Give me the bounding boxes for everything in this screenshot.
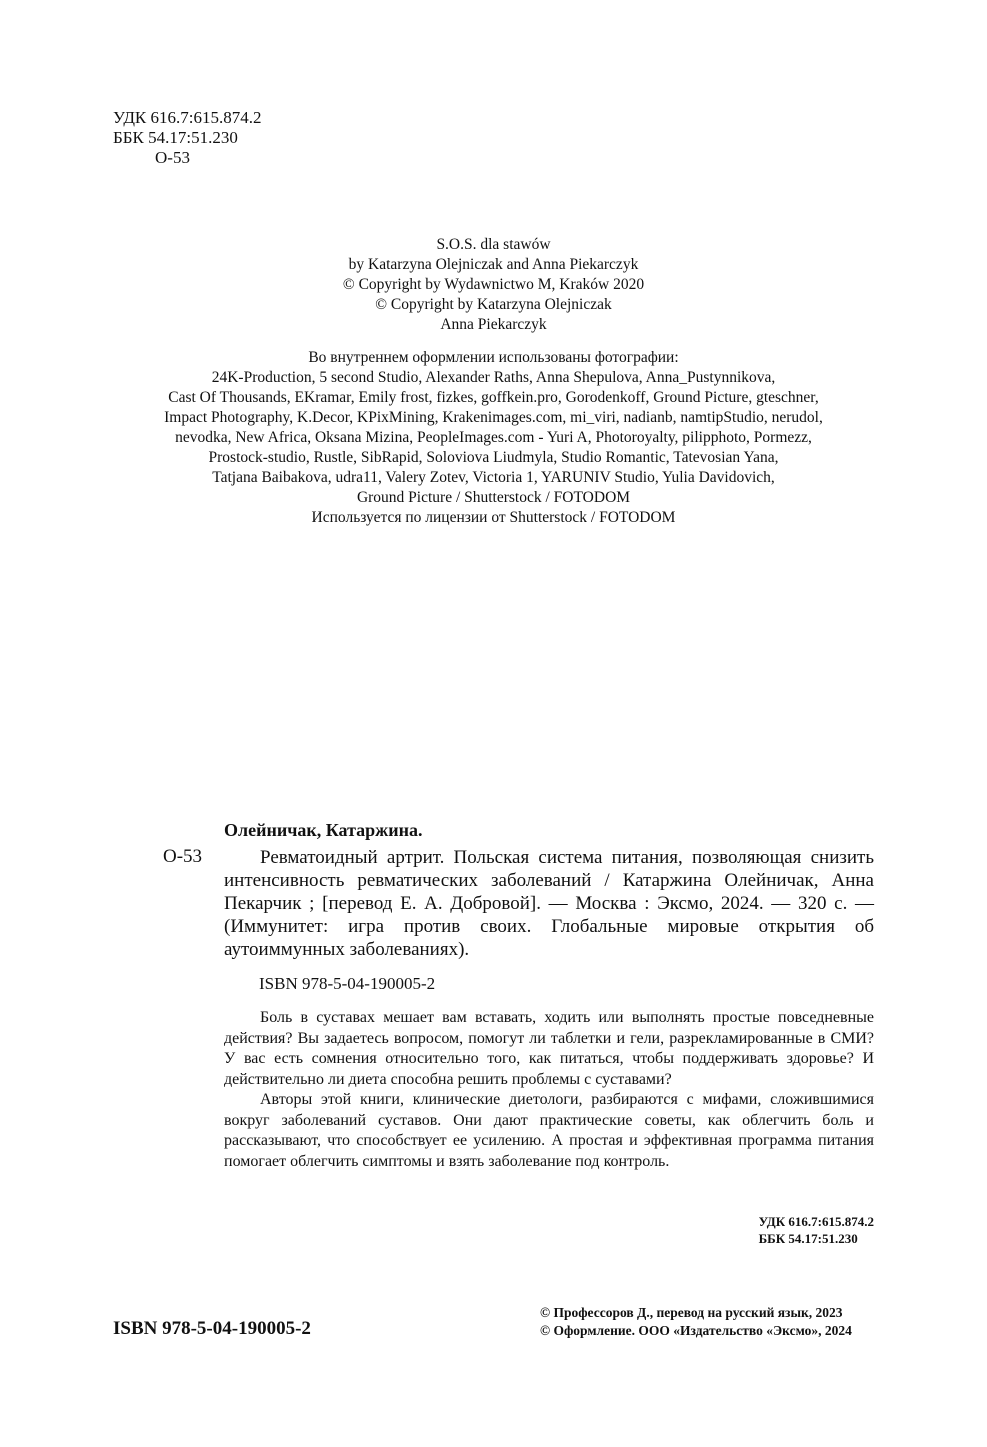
classification-codes bbox=[113, 108, 261, 168]
copyright-line: © Copyright by Katarzyna Olejniczak bbox=[375, 296, 612, 313]
russian-copyright bbox=[540, 1304, 852, 1340]
bibliographic-description: Ревматоидный артрит. Польская система питания, позволяющая снизить интенсивность ревматических заболеваний / Катаржина Олейничак, Анна Пекарчик ; [перевод Е. А. Добровой]. — Москва : Эксмо, 2024. — 320 с. — (Иммунитет: игра против своих. Глобальные мировые открытия об аутоиммунных заболеваниях). bbox=[224, 847, 874, 960]
footer-bbk: ББК 54.17:51.230 bbox=[758, 1231, 858, 1246]
copyright-translation: © Профессоров Д., перевод на русский язык, 2023 bbox=[540, 1305, 843, 1320]
footer-isbn: ISBN 978-5-04-190005-2 bbox=[113, 1318, 311, 1339]
annotation-paragraph: Авторы этой книги, клинические диетологи, разбираются с мифами, сложившимися вокруг заболеваний суставов. Они дают практические советы, как облегчить боль и рассказывают, что способствует ее усилению. А простая и эффективная программа питания помогает облегчить симптомы и взять заболевание под контроль. bbox=[224, 1091, 874, 1170]
footer-codes bbox=[759, 1213, 874, 1247]
annotation-paragraph: Боль в суставах мешает вам вставать, ходить или выполнять простые повседневные действия? Вы задаетесь вопросом, помогут ли таблетки и гели, разрекламированные в СМИ? У вас есть сомнения относительно того, как питаться, чтобы поддерживать здоровье? И действительно ли диета способна решить проблемы с суставами? bbox=[224, 1009, 874, 1088]
author-sign: О-53 bbox=[155, 148, 190, 167]
copyright-line: Anna Piekarczyk bbox=[440, 316, 547, 333]
record-author-sign: О-53 bbox=[163, 846, 203, 867]
udk-code: УДК 616.7:615.874.2 bbox=[113, 108, 262, 127]
photo-credits bbox=[0, 348, 987, 528]
credits-line: Cast Of Thousands, EKramar, Emily frost, fizkes, goffkein.pro, Gorodenkoff, Ground Picture, gteschner, bbox=[168, 389, 819, 406]
footer-udk: УДК 616.7:615.874.2 bbox=[758, 1214, 874, 1229]
credits-line: Impact Photography, K.Decor, KPixMining, Krakenimages.com, mi_viri, nadianb, namtipStudio, nerudol, bbox=[164, 409, 823, 426]
copyright-line: by Katarzyna Olejniczak and Anna Piekarczyk bbox=[348, 256, 639, 273]
credits-line: Prostock-studio, Rustle, SibRapid, Soloviova Liudmyla, Studio Romantic, Tatevosian Yana, bbox=[208, 449, 779, 466]
copyright-line: S.O.S. dla stawów bbox=[436, 236, 551, 253]
copyright-design: © Оформление. ООО «Издательство «Эксмо», 2024 bbox=[540, 1323, 852, 1338]
credits-line: Во внутреннем оформлении использованы фотографии: bbox=[308, 349, 679, 366]
record-isbn: ISBN 978-5-04-190005-2 bbox=[259, 974, 436, 993]
credits-line: Ground Picture / Shutterstock / FOTODOM bbox=[356, 489, 631, 506]
credits-line: 24K-Production, 5 second Studio, Alexander Raths, Anna Shepulova, Anna_Pustynnikova, bbox=[211, 369, 776, 386]
author-heading: Олейничак, Катаржина. bbox=[224, 820, 423, 840]
credits-line: nevodka, New Africa, Oksana Mizina, PeopleImages.com - Yuri A, Photoroyalty, pilipphoto, Pormezz, bbox=[175, 429, 812, 446]
original-copyright bbox=[0, 235, 987, 335]
annotation bbox=[224, 1008, 874, 1172]
credits-line: Tatjana Baibakova, udra11, Valery Zotev, Victoria 1, YARUNIV Studio, Yulia Davidovich, bbox=[212, 469, 775, 486]
copyright-line: © Copyright by Wydawnictwo M, Kraków 2020 bbox=[342, 276, 645, 293]
credits-line: Используется по лицензии от Shutterstock / FOTODOM bbox=[311, 509, 676, 526]
bbk-code: ББК 54.17:51.230 bbox=[113, 128, 238, 147]
